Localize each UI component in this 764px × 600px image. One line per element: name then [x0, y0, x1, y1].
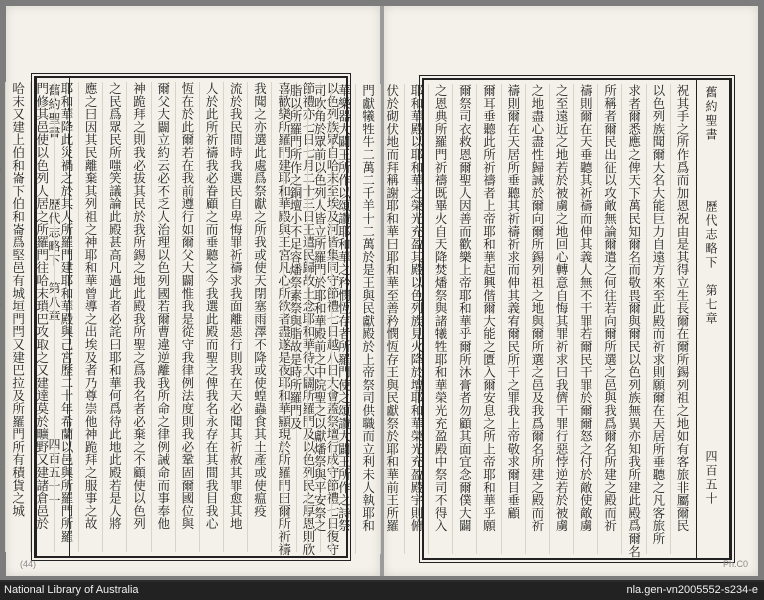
text-column: 伏於砌伏地而拜稱謝耶和華曰耶和華至善矜憫恆存王與民獻祭於耶和華前王所羅: [380, 84, 404, 554]
text-column: 脂以所羅門所作之銅壇小不足容燔祭素祭與脂故是時所羅門及: [283, 84, 307, 554]
right-book-title: 舊約聖書: [704, 86, 718, 142]
text-column: 耶和華降此災禍之於其人所羅門建耶和華殿與己宮歷二十年希蘭以邑與所羅門所羅: [54, 82, 78, 552]
text-column: 門獻犧牲牛二萬二千羊十二萬於是王與民獻殿於上帝祭司供職而立利未人執耶和: [355, 84, 379, 554]
text-column: 我聞之亦選此處爲祭獻之所我或使天閉塞雨澤不降或使蝗蟲食其土產或使瘟疫: [247, 82, 271, 552]
text-column: 喜歡樂所羅門建耶和華殿與王宮凡心所欲者盡遂是夜耶和華顯現於所羅門曰爾所祈禱: [271, 82, 295, 552]
text-column: 恆在於此爾若在我前遵行如爾父大闢惟我是從守我律例法度則我必鞏固爾國位與: [175, 82, 199, 552]
text-column: 之地盡心盡性歸誠於爾向爾所錫列祖之地與爾所選之邑及我爲爾名所建之殿而祈: [525, 84, 549, 554]
text-column: 耶和華殿以耶和華之榮光充盈其殿以色列族見火降於壇耶和華榮光充盈殿宇則俯: [404, 84, 428, 554]
text-column: 門修其邑使以色列人居之所羅門往哈末瑣巴攻取之又建達莫於曠野又建諸倉邑於: [30, 82, 54, 552]
right-page-mark: Ph.C0: [722, 559, 748, 569]
text-column: 神跪拜之則我必拔其民於我所錫之地此殿我所聖之爲我名者必棄之不顧使以色列: [126, 82, 150, 552]
left-section-title: 歷代志略下 第八章: [47, 198, 61, 324]
left-page-mark: (44): [20, 559, 37, 569]
text-column: 之至遠近之地若於被虜之地回心轉意自悔其罪祈求曰我儕干罪行惡悖逆若於被虜: [549, 84, 573, 554]
text-column: 爾祭司衣救恩爾聖人因善而歡樂上帝耶和華乎爾所沐膏者勿顧其面宜念爾僕大闢: [452, 84, 476, 554]
right-section-title: 歷代志略下 第七章: [704, 200, 718, 326]
text-column: 求者爾悉應之俾天下萬民知爾名而敬畏爾與爾民以色列族無異亦知我所建此殿爲爾名: [621, 84, 645, 554]
text-column: 之恩典所羅門祈禱既畢火自天降焚燔祭與諸犧牲耶和華榮光充盈殿中祭司不得入: [428, 84, 452, 554]
text-column: 司吹角於眾前以色列人皆立所羅門於耶和華殿前之中院聖之以獻燔祭與平安祭之: [307, 84, 331, 554]
left-page-number: 四百五十一: [47, 438, 61, 508]
text-column: 爾父大闢立約云必不乏人治理以色列國若爾曹違逆離我所命之律例誡命而事奉他: [151, 82, 175, 552]
text-column: 節禮亦七日七月二十三日王遣民歸故土念耶和華待大闢所羅門及以色列民之厚恩則欣: [296, 82, 320, 552]
footer-bar: [0, 582, 764, 600]
text-column: 以色列族聞爾大名大能巨力自遠方來至此殿而祈求則願爾在天居所垂聽之凡客旅所: [646, 84, 670, 554]
text-column: 之民爲眾民所嗤笑議論此殿甚高凡過此者必詫曰耶和華何爲待此地此殿若是人將: [102, 82, 126, 552]
left-book-title: 舊約聖書: [47, 84, 61, 140]
text-column: 禱則爾在天垂聽其祈禱而伸其義人無不干罪若爾民干罪於爾爾怒之付於敵使敵虜: [573, 84, 597, 554]
text-column: 禱則爾在天居所垂聽其祈禱祈求而伸其義宥爾民所干之罪我上帝敬求爾目垂顧: [501, 84, 525, 554]
text-column: 應之曰因其民離棄其列祖之神耶和華曾導之出埃及者乃尊崇他神跪拜之服事之故: [78, 82, 102, 552]
text-column: 所稱者爾民出征以攻敵無論爾遣之何往若向爾所選之邑與我爲爾名所建之殿而祈: [597, 84, 621, 554]
text-column: 華樂器大闢王所作以頌讚耶和華之矜憫恆存者所羅門使之頌讚大闢王所作之詩祭: [331, 84, 355, 554]
text-column: 爾耳垂聽此所祈禱者上帝耶和華起興偕爾大能之匱入爾安息之所上帝耶和華乎願: [476, 84, 500, 554]
right-page-number: 四百五十: [704, 450, 718, 506]
footer-library-name: National Library of Australia: [4, 584, 139, 596]
text-column: 流於我民間時我選民自卑悔罪祈禱求我面離惡行則我在天必聞其祈赦其罪愈其地: [223, 82, 247, 552]
right-page-margin-band: [696, 80, 730, 558]
footer-identifier: nla.gen-vn2005552-s234-e: [626, 584, 758, 596]
text-column: 哈末又建上伯和崙下伯和崙爲堅邑有城垣門閂又建巴拉及所羅門所有積貨之城: [5, 82, 29, 552]
text-column: 以色列族眾自哈末至埃及河皆集同守節禮七日越八日大會蓋祭壇行成守節禮七日復守: [320, 82, 344, 552]
text-column: 祝其手之所作爲而加恩祝由是其得立生長爾在爾所錫列祖之地如有客旅非屬爾民: [670, 84, 694, 554]
text-column: 人於此所祈禱我必眷顧之而垂聽之今我選此殿而聖之俾我名永存在其間我目我心: [199, 82, 223, 552]
